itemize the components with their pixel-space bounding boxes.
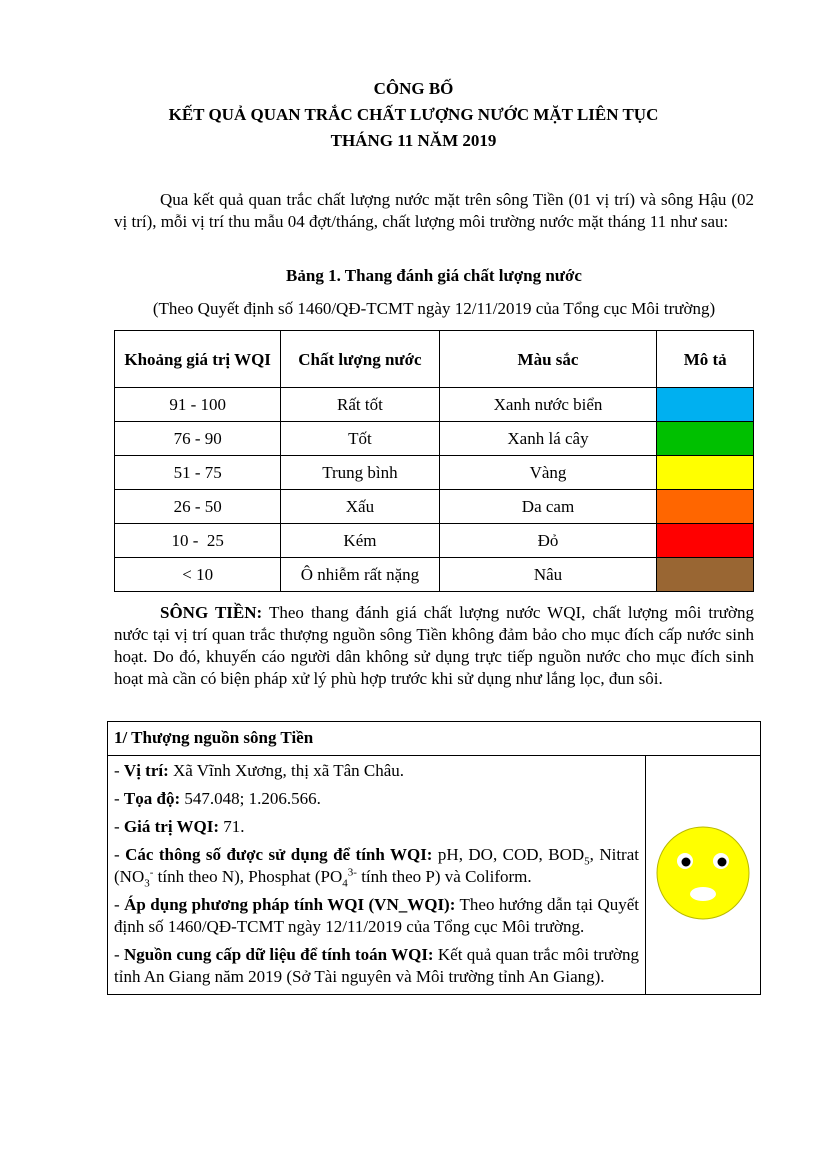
site-1-table xyxy=(107,721,761,995)
site-1-status-face-cell xyxy=(646,756,761,995)
table-row xyxy=(115,558,754,592)
color-swatch xyxy=(657,456,754,490)
table1-title: Bảng 1. Thang đánh giá chất lượng nước xyxy=(286,266,582,285)
site-1-details xyxy=(108,756,646,995)
table-row xyxy=(115,388,754,422)
color-name-cell: Đỏ xyxy=(439,524,657,558)
quality-cell: Tốt xyxy=(281,422,439,456)
color-name-cell: Vàng xyxy=(439,456,657,490)
surprised-face-icon xyxy=(653,823,753,923)
site-method: - Áp dụng phương pháp tính WQI (VN_WQI): Theo hướng dẫn tại Quyết định số 1460/QĐ-TCMT ngày 12/11/2019 của Tổng cục Môi trường. xyxy=(114,895,639,936)
site-wqi-value: - Giá trị WQI: 71. xyxy=(114,817,245,836)
range-cell: 26 - 50 xyxy=(115,490,281,524)
color-swatch xyxy=(657,558,754,592)
color-name-cell: Da cam xyxy=(439,490,657,524)
quality-cell: Rất tốt xyxy=(281,388,439,422)
table1-subtitle: (Theo Quyết định số 1460/QĐ-TCMT ngày 12/11/2019 của Tổng cục Môi trường) xyxy=(152,299,716,318)
header-color: Màu sắc xyxy=(439,331,657,388)
song-tien-text: Theo thang đánh giá chất lượng nước WQI, chất lượng môi trường nước tại vị trí quan trắc thượng nguồn sông Tiền không đảm bảo cho mục đích cấp nước sinh hoạt. Do đó, khuyến cáo người dân không sử dụng trực tiếp nguồn nước cho mục đích sinh hoạt mà cần có biện pháp xử lý phù hợp trước khi sử dụng như lắng lọc, đun sôi. xyxy=(114,603,754,688)
quality-cell: Trung bình xyxy=(281,456,439,490)
wqi-scale-table xyxy=(114,330,754,592)
header-desc: Mô tả xyxy=(657,331,754,388)
range-cell: < 10 xyxy=(115,558,281,592)
table-row xyxy=(115,422,754,456)
table-row xyxy=(115,524,754,558)
site-data-source: - Nguồn cung cấp dữ liệu để tính toán WQI: Kết quả quan trắc môi trường tỉnh An Giang năm 2019 (Sở Tài nguyên và Môi trường tỉnh An Giang). xyxy=(114,945,639,986)
song-tien-paragraph xyxy=(114,602,754,690)
header-quality: Chất lượng nước xyxy=(281,331,439,388)
site-parameters: - Các thông số được sử dụng để tính WQI: pH, DO, COD, $BOD_5$, Nitrat ($NO_3^-$ tính theo N), Phosphat ($PO_4^{3-}$ tính theo P) và Coliform. xyxy=(114,845,639,890)
color-name-cell: Nâu xyxy=(439,558,657,592)
title-line-3: THÁNG 11 NĂM 2019 xyxy=(330,131,497,150)
header-range: Khoảng giá trị WQI xyxy=(115,331,281,388)
color-name-cell: Xanh lá cây xyxy=(439,422,657,456)
color-swatch xyxy=(657,422,754,456)
intro-paragraph: Qua kết quả quan trắc chất lượng nước mặt trên sông Tiền (01 vị trí) và sông Hậu (02 vị trí), mỗi vị trí thu mẫu 04 đợt/tháng, chất lượng môi trường nước mặt tháng 11 như sau: xyxy=(114,190,754,231)
table-row xyxy=(115,490,754,524)
title-line-2: KẾT QUẢ QUAN TRẮC CHẤT LƯỢNG NƯỚC MẶT LIÊN TỤC xyxy=(168,105,659,124)
quality-cell: Xấu xyxy=(281,490,439,524)
site-location: - Vị trí: Xã Vĩnh Xương, thị xã Tân Châu. xyxy=(114,761,405,780)
title-line-1: CÔNG BỐ xyxy=(373,79,454,98)
color-name-cell: Xanh nước biển xyxy=(439,388,657,422)
range-cell: 91 - 100 xyxy=(115,388,281,422)
range-cell: 51 - 75 xyxy=(115,456,281,490)
color-swatch xyxy=(657,524,754,558)
color-swatch xyxy=(657,388,754,422)
range-cell: 76 - 90 xyxy=(115,422,281,456)
song-tien-label: SÔNG TIỀN: xyxy=(160,603,263,622)
site-1-heading: 1/ Thượng nguồn sông Tiền xyxy=(108,722,761,756)
quality-cell: Ô nhiễm rất nặng xyxy=(281,558,439,592)
range-cell: 10 - 25 xyxy=(115,524,281,558)
table-header-row xyxy=(115,331,754,388)
color-swatch xyxy=(657,490,754,524)
site-coordinates: - Tọa độ: 547.048; 1.206.566. xyxy=(114,789,321,808)
quality-cell: Kém xyxy=(281,524,439,558)
table-row xyxy=(115,456,754,490)
